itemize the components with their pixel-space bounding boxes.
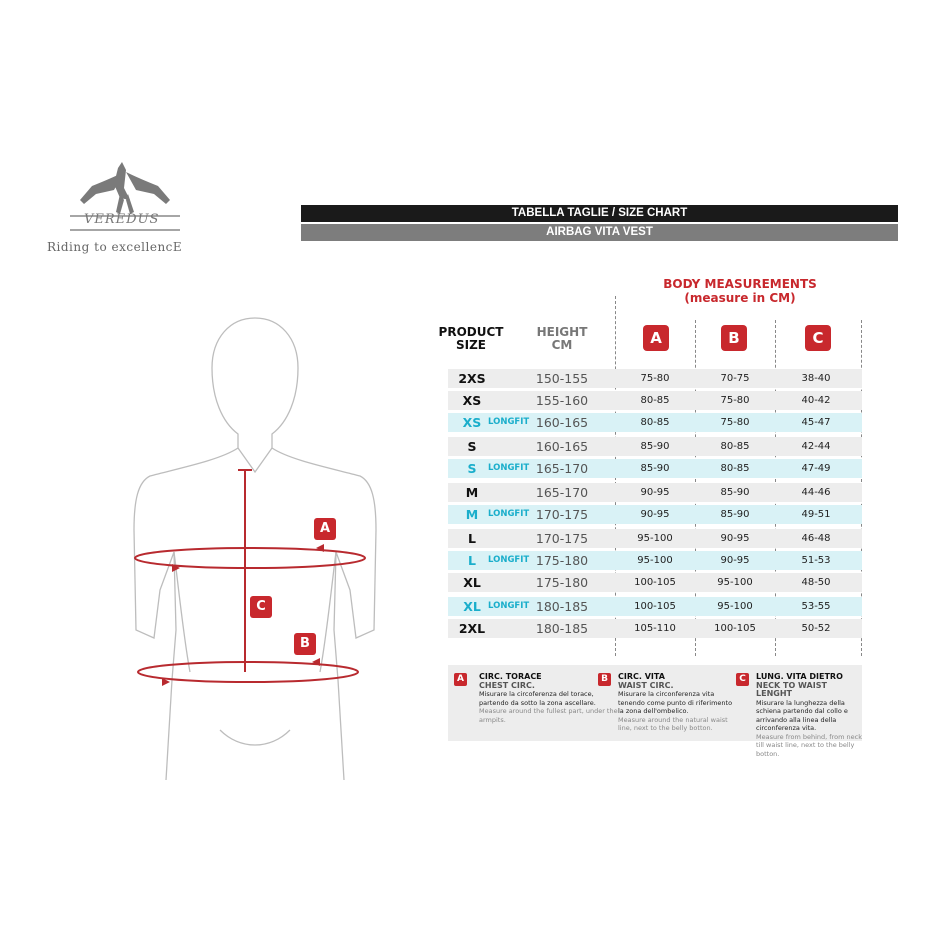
length-cell: 44-46 [801, 487, 831, 498]
chest-cell: 85-90 [640, 441, 670, 452]
chest-cell: 90-95 [640, 487, 670, 498]
height-cell: 150-155 [535, 371, 589, 386]
legend-desc-it: Misurare la circoferenza del torace, partendo da sotto la zona ascellare. [479, 690, 596, 707]
legend-desc-it: Misurare la circonferenza vita tenendo come punto di riferimento la zona dell'ombelico. [618, 690, 733, 715]
size-cell: 2XS [458, 371, 486, 386]
legend-badge: A [454, 673, 467, 686]
fit-cell [488, 529, 528, 548]
chest-cell: 90-95 [640, 509, 670, 520]
table-row [448, 483, 862, 502]
brand-wordmark: VEREDUS [84, 212, 160, 227]
product-size-header: PRODUCT SIZE [438, 325, 504, 352]
chest-cell: 80-85 [640, 417, 670, 428]
brand-tagline: Riding to excellencE [47, 240, 183, 254]
length-cell: 38-40 [801, 373, 831, 384]
length-cell: 50-52 [801, 623, 831, 634]
table-row [448, 551, 862, 570]
length-cell: 42-44 [801, 441, 831, 452]
size-cell: XS [462, 415, 482, 430]
waist-cell: 80-85 [720, 463, 750, 474]
waist-cell: 85-90 [720, 509, 750, 520]
size-cell: L [468, 553, 476, 568]
table-row [448, 529, 862, 548]
legend-badge: C [736, 673, 749, 686]
table-row [448, 619, 862, 638]
size-cell: XS [462, 393, 482, 408]
size-cell: M [465, 485, 479, 500]
length-cell: 47-49 [801, 463, 831, 474]
chest-cell: 95-100 [637, 533, 673, 544]
height-cell: 170-175 [535, 531, 589, 546]
fit-cell: LONGFIT [488, 417, 530, 427]
size-cell: XL [463, 599, 481, 614]
length-cell: 45-47 [801, 417, 831, 428]
height-cell: 155-160 [535, 393, 589, 408]
product-subtitle: AIRBAG VITA VEST [301, 224, 898, 241]
legend-title-en: CHEST CIRC. [479, 680, 535, 690]
legend-desc-it: Misurare la lunghezza della schiena partendo dal collo e arrivando alla linea della circonferenza vita. [756, 698, 848, 732]
height-cell: 170-175 [535, 507, 589, 522]
fit-cell: LONGFIT [488, 601, 530, 611]
waist-cell: 95-100 [717, 601, 753, 612]
waist-cell: 95-100 [717, 577, 753, 588]
body-measurements-title [620, 277, 860, 305]
table-row [448, 437, 862, 456]
height-cell: 180-185 [535, 599, 589, 614]
table-row [448, 597, 862, 616]
body-measurements-unit: (measure in CM) [684, 291, 796, 305]
table-row [448, 459, 862, 478]
chest-cell: 105-110 [634, 623, 676, 634]
fit-cell [488, 619, 528, 638]
size-chart-title: TABELLA TAGLIE / SIZE CHART [301, 205, 898, 222]
height-cell: 165-170 [535, 461, 589, 476]
body-outline-figure [120, 300, 390, 790]
waist-cell: 90-95 [720, 555, 750, 566]
length-cell: 49-51 [801, 509, 831, 520]
chest-cell: 100-105 [634, 601, 676, 612]
legend-desc-en: Measure around the fullest part, under the armpits. [479, 707, 618, 724]
figure-label-b: B [294, 633, 316, 655]
column-c-badge: C [805, 325, 831, 351]
legend-title-it: CIRC. TORACE [479, 672, 542, 681]
length-cell: 46-48 [801, 533, 831, 544]
legend-title-en: WAIST CIRC. [618, 680, 674, 690]
length-cell: 48-50 [801, 577, 831, 588]
chest-cell: 100-105 [634, 577, 676, 588]
fit-cell [488, 573, 528, 592]
fit-cell [488, 437, 528, 456]
fit-cell [488, 483, 528, 502]
legend-title-it: LUNG. VITA DIETRO [756, 672, 843, 681]
figure-label-a: A [314, 518, 336, 540]
chest-cell: 85-90 [640, 463, 670, 474]
table-row [448, 573, 862, 592]
chest-cell: 75-80 [640, 373, 670, 384]
length-cell: 51-53 [801, 555, 831, 566]
column-b-badge: B [721, 325, 747, 351]
size-cell: S [467, 439, 477, 454]
fit-cell: LONGFIT [488, 509, 530, 519]
body-measurements-heading: BODY MEASUREMENTS [663, 277, 817, 291]
legend-desc-en: Measure from behind, from neck till waist line, next to the belly botton. [756, 732, 862, 758]
waist-cell: 90-95 [720, 533, 750, 544]
legend-title-it: CIRC. VITA [618, 672, 665, 681]
table-row [448, 391, 862, 410]
table-row [448, 369, 862, 388]
waist-cell: 85-90 [720, 487, 750, 498]
legend-desc-en: Measure around the natural waist line, next to the belly botton. [618, 715, 728, 732]
fit-cell: LONGFIT [488, 555, 530, 565]
figure-label-c: C [250, 596, 272, 618]
waist-cell: 100-105 [714, 623, 756, 634]
size-cell: L [468, 531, 476, 546]
length-cell: 53-55 [801, 601, 831, 612]
fit-cell [488, 369, 528, 388]
waist-cell: 75-80 [720, 395, 750, 406]
height-cell: 160-165 [535, 439, 589, 454]
chest-cell: 80-85 [640, 395, 670, 406]
length-cell: 40-42 [801, 395, 831, 406]
waist-cell: 75-80 [720, 417, 750, 428]
legend-title-en: NECK TO WAIST LENGHT [756, 680, 827, 698]
height-cell: 160-165 [535, 415, 589, 430]
table-row [448, 413, 862, 432]
chest-cell: 95-100 [637, 555, 673, 566]
size-cell: XL [463, 575, 481, 590]
height-cell: 180-185 [535, 621, 589, 636]
fit-cell: LONGFIT [488, 463, 530, 473]
size-cell: S [467, 461, 477, 476]
height-cell: 175-180 [535, 575, 589, 590]
table-row [448, 505, 862, 524]
column-a-badge: A [643, 325, 669, 351]
size-cell: 2XL [458, 621, 486, 636]
legend-badge: B [598, 673, 611, 686]
measurement-legend [448, 665, 862, 758]
size-cell: M [465, 507, 479, 522]
height-cell: 165-170 [535, 485, 589, 500]
height-cell: 175-180 [535, 553, 589, 568]
waist-cell: 80-85 [720, 441, 750, 452]
waist-cell: 70-75 [720, 373, 750, 384]
fit-cell [488, 391, 528, 410]
height-header: HEIGHT CM [536, 325, 588, 352]
